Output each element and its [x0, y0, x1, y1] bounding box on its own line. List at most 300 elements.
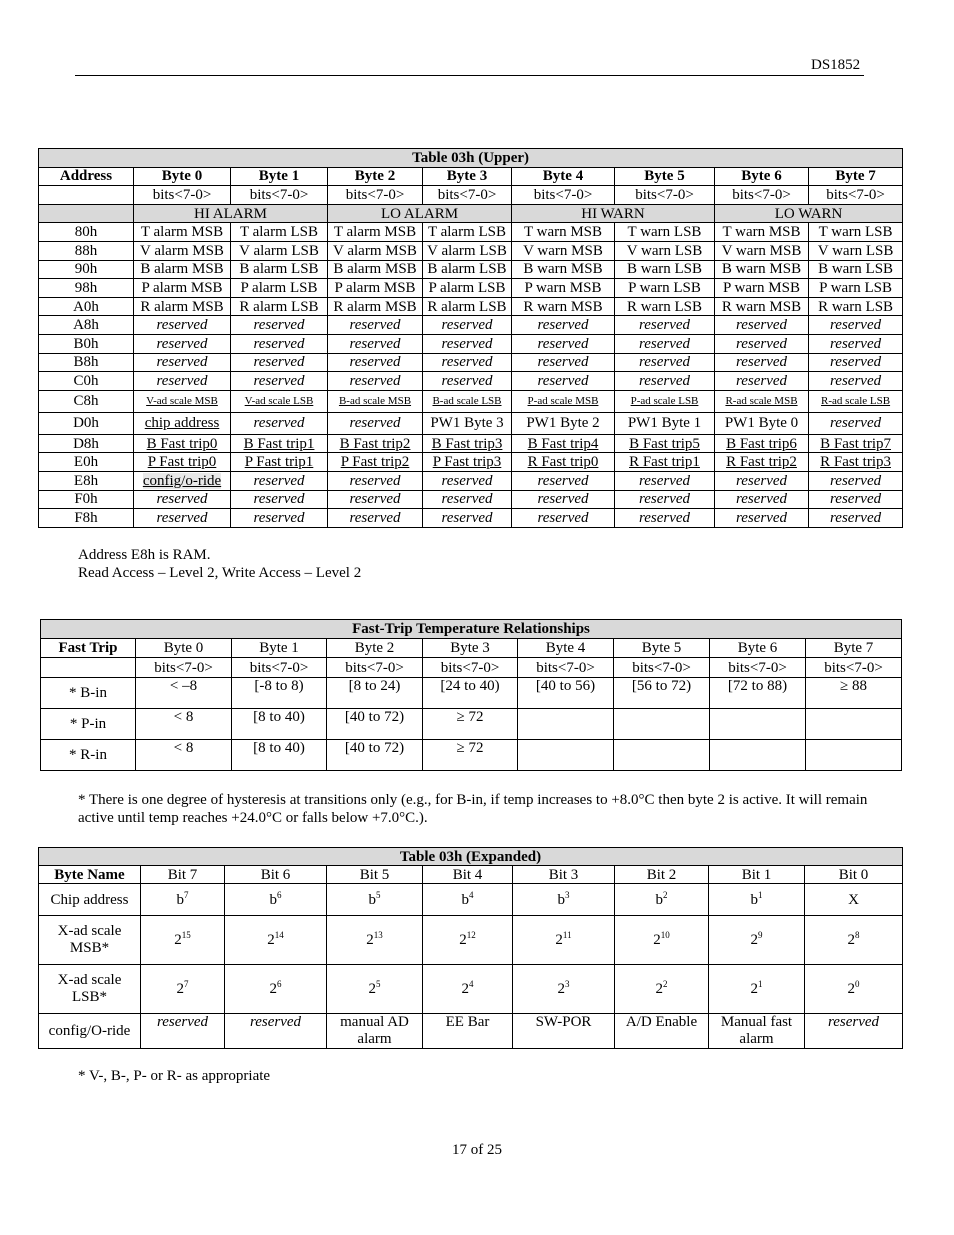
bit-base: 2: [847, 981, 855, 997]
cell-text: reserved: [638, 317, 691, 334]
cell-text: reserved: [349, 472, 401, 489]
data-cell: [328, 453, 423, 472]
bit-cell: [805, 916, 903, 965]
cell-text: B alarm MSB: [333, 261, 417, 278]
bits-label: bits<7-0>: [423, 186, 512, 205]
column-header: Byte 5: [614, 639, 710, 658]
cell-text: reserved: [735, 317, 788, 334]
column-header: Byte 1: [231, 167, 328, 186]
table-row: [39, 372, 903, 391]
range-cell: [518, 709, 614, 740]
cell-text: reserved: [735, 372, 788, 389]
range-cell: [72 to 88): [710, 678, 806, 709]
cell-text: reserved: [156, 491, 208, 508]
bit-cell: SW-POR: [513, 1014, 615, 1049]
bit-cell: [423, 884, 513, 916]
bits-label: bits<7-0>: [134, 186, 231, 205]
cell-text: reserved: [441, 472, 493, 489]
fast-trip-name: * R-in: [41, 740, 136, 771]
data-cell: [231, 353, 328, 372]
cell-text: R alarm MSB: [140, 298, 224, 315]
bit-exponent: 5: [376, 979, 381, 989]
bit-base: b: [750, 891, 758, 908]
cell-text: PW1 Byte 3: [430, 415, 504, 432]
data-cell: [512, 316, 615, 335]
data-cell: [134, 279, 231, 298]
cell-text: reserved: [349, 415, 401, 432]
bit-cell: [423, 916, 513, 965]
data-cell: [715, 471, 809, 490]
data-cell: [134, 390, 231, 412]
data-cell: [615, 241, 715, 260]
data-cell: [423, 260, 512, 279]
data-cell: [615, 434, 715, 453]
cell-text: P-ad scale LSB: [630, 395, 699, 408]
address-cell: C8h: [39, 390, 134, 412]
data-cell: [715, 453, 809, 472]
bit-base: 2: [750, 981, 758, 997]
data-cell: [715, 434, 809, 453]
table-row: [41, 709, 902, 740]
cell-text: P alarm LSB: [428, 279, 506, 296]
table-row: [39, 916, 903, 965]
cell-text: R warn MSB: [721, 298, 802, 315]
data-cell: [423, 390, 512, 412]
data-cell: [423, 412, 512, 434]
table-fast-trip: [40, 619, 902, 771]
data-cell: [231, 260, 328, 279]
data-cell: [231, 279, 328, 298]
table-row: [39, 884, 903, 916]
column-header: Bit 3: [513, 866, 615, 884]
range-cell: ≥ 72: [423, 709, 518, 740]
empty-cell: [39, 186, 134, 205]
data-cell: [328, 390, 423, 412]
bit-cell: [141, 965, 225, 1014]
bit-cell: EE Bar: [423, 1014, 513, 1049]
bit-base: 2: [557, 981, 565, 997]
bit-base: b: [368, 891, 376, 908]
data-cell: [512, 390, 615, 412]
column-header: Byte 7: [806, 639, 902, 658]
cell-text: B alarm LSB: [239, 261, 319, 278]
data-cell: [512, 241, 615, 260]
bit-cell: reserved: [805, 1014, 903, 1049]
cell-text: reserved: [735, 354, 788, 371]
range-cell: [-8 to 8): [232, 678, 327, 709]
data-cell: [423, 316, 512, 335]
bit-cell: A/D Enable: [615, 1014, 709, 1049]
table-row: [39, 334, 903, 353]
data-cell: [134, 260, 231, 279]
data-cell: [512, 471, 615, 490]
cell-text: reserved: [253, 472, 305, 489]
data-cell: [423, 490, 512, 509]
group-header: HI WARN: [512, 204, 715, 223]
cell-text: B warn LSB: [818, 261, 894, 278]
cell-text: T warn LSB: [818, 224, 893, 241]
bit-exponent: 4: [469, 889, 474, 900]
data-cell: [512, 279, 615, 298]
address-cell: D0h: [39, 412, 134, 434]
cell-text: reserved: [537, 354, 589, 371]
data-cell: [715, 316, 809, 335]
data-cell: [231, 490, 328, 509]
cell-text: B Fast trip0: [146, 435, 218, 452]
data-cell: [809, 353, 903, 372]
bit-cell: reserved: [141, 1014, 225, 1049]
data-cell: [134, 241, 231, 260]
cell-text: reserved: [253, 509, 305, 526]
cell-text: B Fast trip7: [820, 435, 891, 452]
bits-label: bits<7-0>: [512, 186, 615, 205]
data-cell: [615, 453, 715, 472]
data-cell: [423, 279, 512, 298]
cell-text: R Fast trip3: [820, 454, 891, 471]
cell-text: reserved: [441, 372, 493, 389]
bit-cell: [513, 916, 615, 965]
bit-cell: [423, 965, 513, 1014]
cell-text: reserved: [830, 472, 882, 489]
data-cell: [512, 490, 615, 509]
data-cell: [615, 471, 715, 490]
cell-text: reserved: [253, 354, 305, 371]
cell-text: P warn MSB: [524, 279, 602, 296]
range-cell: [56 to 72): [614, 678, 710, 709]
table-row: [39, 965, 903, 1014]
cell-text: PW1 Byte 1: [627, 415, 702, 432]
cell-text: reserved: [830, 317, 882, 334]
cell-text: T warn LSB: [627, 224, 702, 241]
data-cell: [423, 223, 512, 242]
data-cell: [328, 241, 423, 260]
note-access-level: Read Access – Level 2, Write Access – Level 2: [78, 565, 362, 581]
cell-text: R warn MSB: [523, 298, 603, 315]
table-row: [39, 297, 903, 316]
address-cell: E8h: [39, 471, 134, 490]
bit-exponent: 6: [277, 979, 282, 989]
bit-cell: [709, 916, 805, 965]
data-cell: [423, 434, 512, 453]
page-number: 17 of 25: [452, 1142, 502, 1158]
cell-text: V alarm LSB: [239, 242, 319, 259]
bits-label: bits<7-0>: [328, 186, 423, 205]
address-cell: 90h: [39, 260, 134, 279]
cell-text: V alarm LSB: [427, 242, 507, 259]
address-cell: F0h: [39, 490, 134, 509]
data-cell: [423, 241, 512, 260]
column-header: Byte 4: [512, 167, 615, 186]
cell-text: P Fast trip1: [244, 454, 314, 471]
data-cell: [512, 434, 615, 453]
data-cell: [512, 223, 615, 242]
cell-text: B Fast trip4: [527, 435, 599, 452]
data-cell: [809, 509, 903, 528]
cell-text: reserved: [830, 509, 882, 526]
column-header: Byte 3: [423, 167, 512, 186]
cell-text: reserved: [156, 354, 208, 371]
data-cell: [809, 412, 903, 434]
cell-text: V alarm MSB: [333, 242, 417, 259]
bit-base: b: [557, 891, 565, 908]
range-cell: ≥ 88: [806, 678, 902, 709]
data-cell: [809, 316, 903, 335]
range-cell: [8 to 24): [327, 678, 423, 709]
bit-exponent: 7: [184, 889, 189, 900]
data-cell: [328, 490, 423, 509]
cell-text: reserved: [735, 509, 788, 526]
cell-text: R alarm LSB: [239, 298, 319, 315]
bit-exponent: 12: [466, 930, 476, 940]
data-cell: [715, 412, 809, 434]
data-cell: [715, 279, 809, 298]
bit-base: 2: [555, 932, 563, 948]
data-cell: [231, 223, 328, 242]
column-header: Byte 4: [518, 639, 614, 658]
cell-text: R warn LSB: [818, 298, 894, 315]
range-cell: [710, 709, 806, 740]
table-row: [39, 316, 903, 335]
data-cell: [134, 434, 231, 453]
data-cell: [615, 412, 715, 434]
cell-text: R Fast trip1: [629, 454, 700, 471]
data-cell: [615, 334, 715, 353]
bits-label: bits<7-0>: [615, 186, 715, 205]
data-cell: [809, 490, 903, 509]
bit-cell: [615, 965, 709, 1014]
bits-label: bits<7-0>: [809, 186, 903, 205]
data-cell: [231, 241, 328, 260]
empty-cell: [41, 658, 136, 678]
table-row: [39, 353, 903, 372]
range-cell: ≥ 72: [423, 740, 518, 771]
bit-exponent: 2: [663, 979, 668, 989]
cell-text: reserved: [830, 354, 882, 371]
data-cell: [512, 297, 615, 316]
bit-base: b: [176, 891, 184, 908]
bit-base: 2: [750, 932, 758, 948]
bit-base: 2: [368, 981, 376, 997]
cell-text: reserved: [441, 509, 493, 526]
data-cell: [134, 412, 231, 434]
document-id: DS1852: [811, 57, 861, 73]
address-cell: D8h: [39, 434, 134, 453]
bit-cell: [225, 884, 327, 916]
bit-cell: [225, 965, 327, 1014]
data-cell: [231, 453, 328, 472]
data-cell: [809, 241, 903, 260]
group-header: HI ALARM: [134, 204, 328, 223]
table-row: [39, 390, 903, 412]
range-cell: [806, 740, 902, 771]
data-cell: [715, 509, 809, 528]
column-header: Fast Trip: [41, 639, 136, 658]
bit-exponent: 2: [663, 889, 668, 900]
cell-text: P warn MSB: [723, 279, 800, 296]
cell-text: P Fast trip2: [340, 454, 410, 471]
column-header: Byte 0: [134, 167, 231, 186]
bit-exponent: 6: [277, 889, 282, 900]
bit-base: 2: [267, 932, 275, 948]
cell-text: B-ad scale MSB: [338, 395, 412, 408]
bit-exponent: 10: [660, 930, 670, 940]
data-cell: [134, 297, 231, 316]
bit-cell: Manual fast alarm: [709, 1014, 805, 1049]
cell-text: reserved: [441, 317, 493, 334]
cell-text: T alarm LSB: [427, 224, 507, 241]
data-cell: [809, 471, 903, 490]
bit-base: 2: [847, 932, 855, 948]
data-cell: [134, 471, 231, 490]
bit-base: 2: [366, 932, 374, 948]
bits-row: [39, 186, 903, 205]
data-cell: [809, 279, 903, 298]
data-cell: [328, 260, 423, 279]
cell-text: T warn MSB: [523, 224, 603, 241]
bits-label: bits<7-0>: [136, 658, 232, 678]
bit-exponent: 4: [469, 979, 474, 989]
range-cell: [40 to 72): [327, 709, 423, 740]
bit-cell: manual AD alarm: [327, 1014, 423, 1049]
cell-text: reserved: [441, 335, 493, 352]
bit-exponent: 0: [855, 979, 860, 989]
data-cell: [615, 490, 715, 509]
table-row: [39, 223, 903, 242]
column-header: Bit 7: [141, 866, 225, 884]
column-header: Byte 3: [423, 639, 518, 658]
table-title-row: [39, 848, 903, 866]
cell-text: reserved: [638, 335, 691, 352]
bits-label: bits<7-0>: [614, 658, 710, 678]
address-cell: 88h: [39, 241, 134, 260]
data-cell: [134, 316, 231, 335]
data-cell: [615, 316, 715, 335]
data-cell: [328, 297, 423, 316]
table-header-row: [41, 639, 902, 658]
bit-exponent: 11: [562, 930, 572, 940]
cell-text: reserved: [537, 509, 589, 526]
cell-text: reserved: [253, 491, 305, 508]
column-header: Bit 2: [615, 866, 709, 884]
cell-text: P warn LSB: [819, 279, 892, 296]
cell-text: V warn MSB: [523, 242, 603, 259]
column-header: Byte 2: [327, 639, 423, 658]
bit-base: X: [848, 891, 859, 908]
data-cell: [512, 353, 615, 372]
range-cell: [614, 740, 710, 771]
cell-text: reserved: [537, 372, 589, 389]
bit-base: 2: [174, 932, 182, 948]
data-cell: [615, 223, 715, 242]
address-cell: F8h: [39, 509, 134, 528]
bits-label: bits<7-0>: [327, 658, 423, 678]
table-row: [39, 260, 903, 279]
bit-cell: [709, 965, 805, 1014]
cell-text: R-ad scale LSB: [821, 395, 891, 408]
cell-text: T alarm MSB: [140, 224, 224, 241]
column-header: Bit 4: [423, 866, 513, 884]
data-cell: [134, 334, 231, 353]
cell-text: B warn MSB: [721, 261, 802, 278]
bit-cell: [513, 965, 615, 1014]
bit-exponent: 9: [758, 930, 763, 940]
cell-text: reserved: [537, 317, 589, 334]
table-title-row: [39, 149, 903, 168]
cell-text: reserved: [830, 335, 882, 352]
column-header: Byte 1: [232, 639, 327, 658]
cell-text: reserved: [537, 335, 589, 352]
data-cell: [231, 509, 328, 528]
data-cell: [231, 316, 328, 335]
cell-text: config/o-ride: [142, 472, 222, 489]
cell-text: reserved: [638, 491, 691, 508]
cell-text: P alarm MSB: [334, 279, 416, 296]
data-cell: [512, 260, 615, 279]
data-cell: [134, 372, 231, 391]
column-header: Byte 2: [328, 167, 423, 186]
data-cell: [328, 353, 423, 372]
table-row: [39, 509, 903, 528]
data-cell: [809, 297, 903, 316]
range-cell: < 8: [136, 740, 232, 771]
table-03h-expanded: [38, 847, 903, 1049]
cell-text: V alarm MSB: [140, 242, 224, 259]
bit-cell: [513, 884, 615, 916]
address-cell: B0h: [39, 334, 134, 353]
data-cell: [615, 353, 715, 372]
cell-text: reserved: [735, 472, 788, 489]
column-header: Byte Name: [39, 866, 141, 884]
cell-text: reserved: [537, 472, 589, 489]
data-cell: [423, 471, 512, 490]
bits-label: bits<7-0>: [806, 658, 902, 678]
cell-text: B Fast trip5: [629, 435, 700, 452]
data-cell: [809, 434, 903, 453]
cell-text: B-ad scale LSB: [432, 395, 502, 408]
range-cell: [518, 740, 614, 771]
bit-cell: [615, 916, 709, 965]
table-row: [39, 490, 903, 509]
bit-cell: [615, 884, 709, 916]
note-expanded: * V-, B-, P- or R- as appropriate: [78, 1068, 271, 1084]
data-cell: [512, 372, 615, 391]
bit-base: 2: [655, 981, 663, 997]
cell-text: R warn LSB: [627, 298, 702, 315]
bit-base: b: [269, 891, 277, 908]
data-cell: [715, 223, 809, 242]
range-cell: < 8: [136, 709, 232, 740]
bits-row: [41, 658, 902, 678]
column-header: Byte 6: [715, 167, 809, 186]
table-row: [41, 678, 902, 709]
note-address-ram: Address E8h is RAM.: [78, 547, 211, 563]
cell-text: reserved: [253, 415, 305, 432]
table-title: Fast-Trip Temperature Relationships: [41, 620, 902, 639]
data-cell: [615, 297, 715, 316]
data-cell: [615, 390, 715, 412]
data-cell: [615, 509, 715, 528]
cell-text: reserved: [537, 491, 589, 508]
bit-base: 2: [461, 981, 469, 997]
address-cell: E0h: [39, 453, 134, 472]
column-header: Bit 1: [709, 866, 805, 884]
bit-exponent: 14: [274, 930, 284, 940]
byte-name: X-ad scale MSB*: [39, 916, 141, 965]
data-cell: [328, 372, 423, 391]
cell-text: R Fast trip0: [527, 454, 599, 471]
cell-text: reserved: [349, 335, 401, 352]
bit-exponent: 5: [376, 889, 381, 900]
